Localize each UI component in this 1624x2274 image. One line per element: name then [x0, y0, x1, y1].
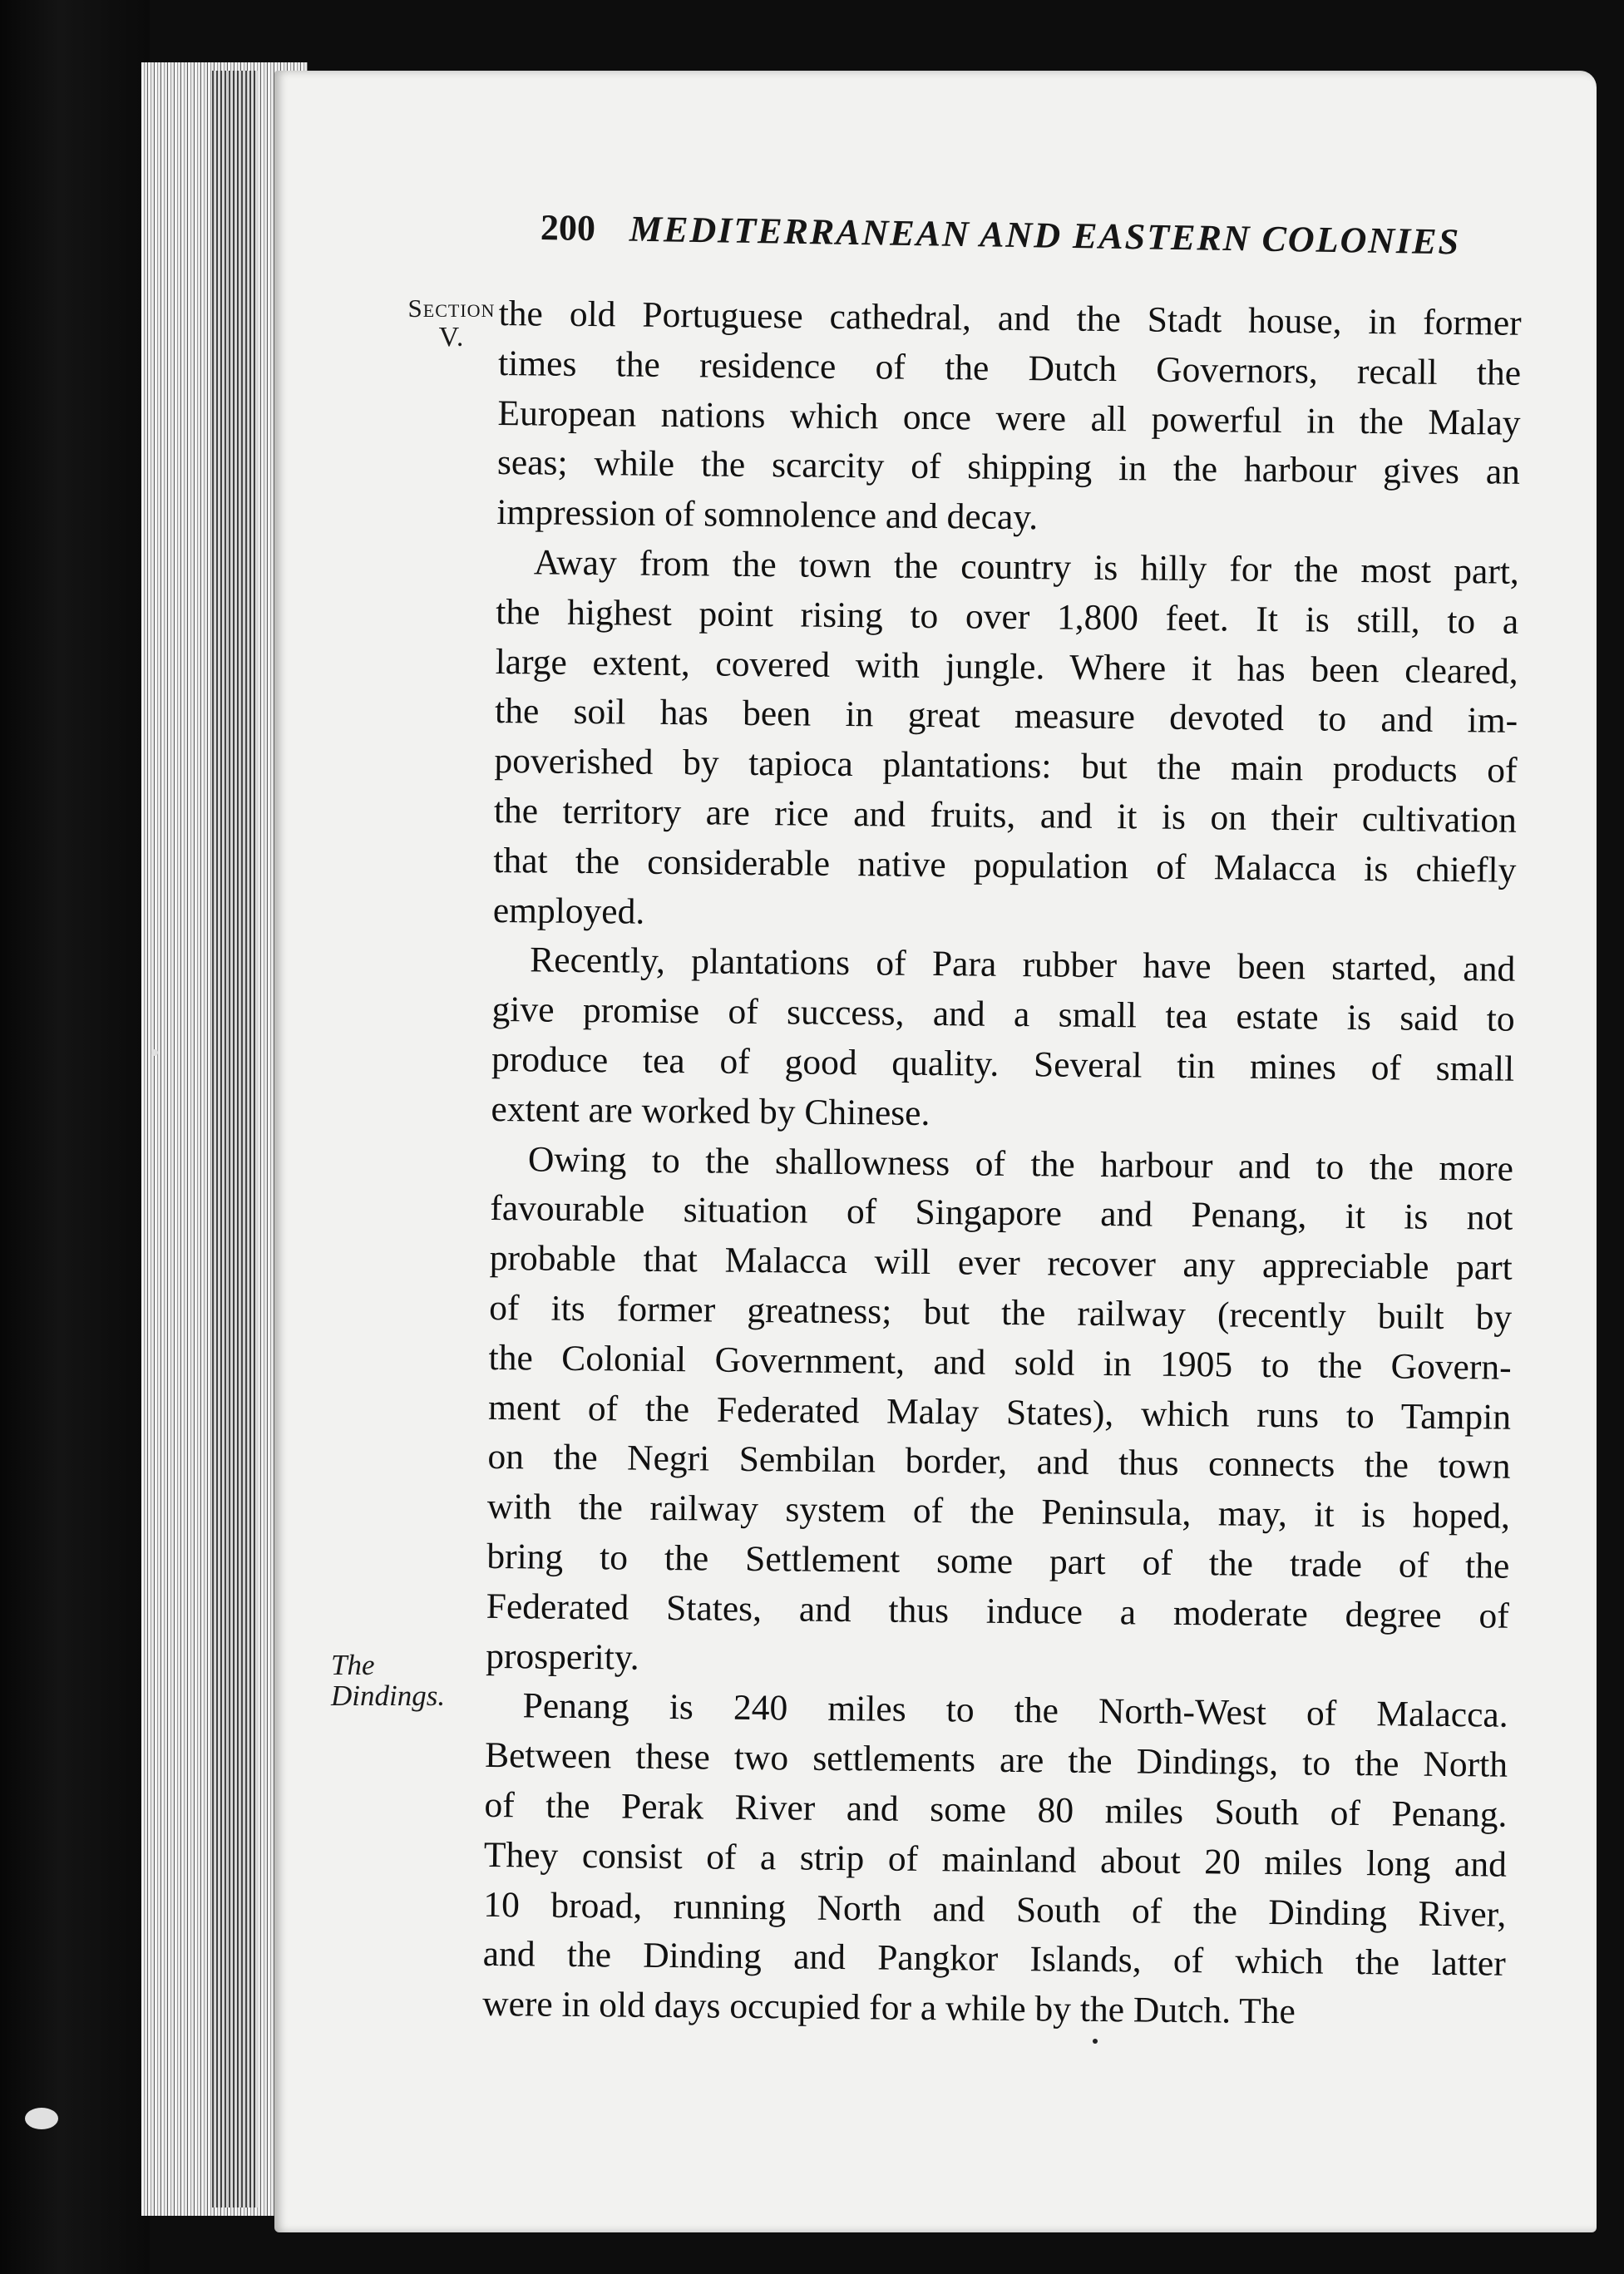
- text-line: Federated States, and thus induce a moderate degree of: [486, 1586, 1509, 1636]
- paragraph: [482, 1681, 1508, 2039]
- dust-speck: [151, 1049, 158, 1056]
- text-line: Owing to the shallowness of the harbour and to the more: [527, 1138, 1514, 1189]
- text-line: employed.: [492, 890, 645, 932]
- text-line: were in old days occupied for a while by the Dutch. The: [481, 1983, 1296, 2032]
- book-cover-edge: [0, 0, 150, 2274]
- section-margin-note: [389, 295, 514, 352]
- text-line: with the railway system of the Peninsula, may, it is hoped,: [486, 1487, 1511, 1537]
- text-line: give promise of success, and a small tea estate is said to: [491, 989, 1515, 1039]
- text-line: the old Portuguese cathedral, and the Stadt house, in former: [498, 293, 1522, 343]
- text-line: seas; while the scarcity of shipping in the harbour gives an: [496, 442, 1521, 493]
- text-line: of its former greatness; but the railway (recently built by: [489, 1287, 1513, 1338]
- paragraph: [496, 289, 1522, 548]
- text-line: 10 broad, running North and South of the Dinding River,: [483, 1884, 1507, 1935]
- text-line: Away from the town the country is hilly for the most part,: [533, 542, 1520, 592]
- text-line: that the considerable native population of Malacca is chiefly: [493, 840, 1517, 890]
- text-line: times the residence of the Dutch Governors, recall the: [497, 343, 1522, 393]
- dust-speck: [1093, 2039, 1098, 2044]
- text-line: on the Negri Sembilan border, and thus connects the town: [487, 1437, 1511, 1487]
- text-line: ment of the Federated Malay States), which runs to Tampin: [487, 1387, 1512, 1438]
- running-title: MEDITERRANEAN AND EASTERN COLONIES: [629, 208, 1461, 263]
- text-line: the soil has been in great measure devoted to and im-: [494, 691, 1518, 742]
- paragraph: [491, 935, 1515, 1144]
- text-line: extent are worked by Chinese.: [491, 1088, 930, 1133]
- text-line: the territory are rice and fruits, and it is on their cultivation: [493, 790, 1518, 841]
- paragraph: [486, 1135, 1513, 1692]
- body-text: [482, 289, 1522, 2040]
- page-number: 200: [540, 207, 596, 249]
- text-line: poverished by tapioca plantations: but the main products of: [494, 741, 1518, 791]
- text-line: Penang is 240 miles to the North-West of Malacca.: [522, 1685, 1508, 1736]
- text-line: the highest point rising to over 1,800 feet. It is still, to a: [496, 591, 1519, 642]
- text-line: Between these two settlements are the Dindings, to the North: [484, 1735, 1508, 1785]
- text-line: prosperity.: [485, 1635, 639, 1678]
- text-line: impression of somnolence and decay.: [496, 492, 1039, 538]
- page-stack-shadow: [212, 71, 258, 2207]
- text-line: Recently, plantations of Para rubber have been started, and: [530, 940, 1516, 990]
- text-line: large extent, covered with jungle. Where it has been cleared,: [495, 641, 1518, 692]
- dindings-margin-note: The Dindings.: [331, 1649, 446, 1712]
- text-line: European nations which once were all powerful in the Malay: [497, 392, 1521, 443]
- text-line: favourable situation of Singapore and Penang, it is not: [490, 1188, 1513, 1239]
- section-label: Section: [407, 293, 496, 323]
- dust-speck: [25, 2108, 58, 2129]
- text-line: the Colonial Government, and sold in 1905 to the Govern-: [488, 1337, 1512, 1388]
- text-line: produce tea of good quality. Several tin mines of small: [491, 1038, 1515, 1089]
- section-number: V.: [438, 321, 465, 353]
- text-line: of the Perak River and some 80 miles South of Penang.: [484, 1784, 1508, 1835]
- text-line: probable that Malacca will ever recover any appreciable part: [489, 1238, 1513, 1288]
- paragraph: [493, 538, 1520, 945]
- text-line: and the Dinding and Pangkor Islands, of which the latter: [482, 1934, 1506, 1985]
- text-line: They consist of a strip of mainland about 20 miles long and: [483, 1834, 1508, 1885]
- text-line: bring to the Settlement some part of the trade of the: [486, 1536, 1510, 1586]
